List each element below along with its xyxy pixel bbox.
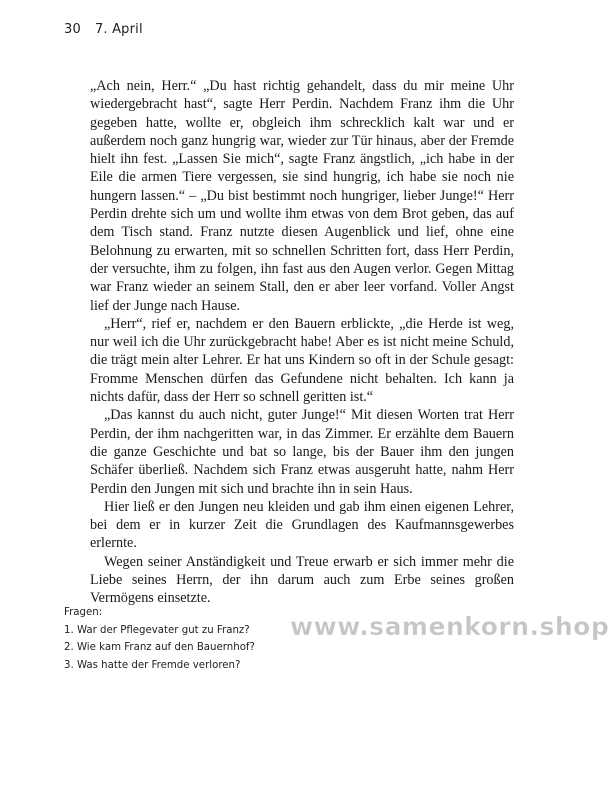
header-date: 7. April <box>94 22 143 37</box>
paragraph: „Herr“, rief er, nachdem er den Bauern erblickte, „die Herde ist weg, nur weil ich die Uhr zurückgebracht habe! Aber es ist nicht meine Schuld, die trägt mein alter Lehrer. Er hat uns Kindern so oft in der Schule gesagt: Fromme Menschen dürfen das Gefundene nicht behalten. Ich kann ja nichts dafür, dass der Herr so schnell geritten ist.“ <box>90 315 514 406</box>
paragraph: „Das kannst du auch nicht, guter Junge!“ Mit diesen Worten trat Herr Perdin, der ihm nachgeritten war, in das Zimmer. Er erzählte dem Bauern die ganze Geschichte und bat so lange, bis der Bauer ihm den jungen Schäfer überließ. Nachdem sich Franz etwas ausgeruht hatte, nahm Herr Perdin den Jungen mit sich und brachte ihn in sein Haus. <box>90 407 514 497</box>
paragraph: Hier ließ er den Jungen neu kleiden und gab ihm einen eigenen Lehrer, bei dem er in kurzer Zeit die Grundlagen des Kaufmannsgewerbes erlernte. <box>90 498 514 552</box>
story-text <box>90 77 514 608</box>
question-item: 3. Was hatte der Fremde verloren? <box>64 659 241 671</box>
paragraph: „Ach nein, Herr.“ „Du hast richtig gehandelt, dass du mir meine Uhr wiedergebracht hast“, sagte Herr Perdin. Nachdem Franz ihm die Uhr gegeben hatte, wollte er, obgleich ihm schrecklich kalt war und er außerdem noch ganz hungrig war, wieder zur Tür hinaus, aber der Fremde hielt ihn fest. „Lassen Sie mich“, sagte Franz ängstlich, „ich habe in der Eile die armen Tiere vergessen, sie sind hungrig, ich habe sie noch nie hungern lassen.“ – „Du bist bestimmt noch hungriger, lieber Junge!“ Herr Perdin drehte sich um und wollte ihm etwas von dem Brot geben, das auf dem Tisch stand. Franz nutzte diesen Augenblick und lief, ohne eine Belohnung zu erwarten, mit so schnellen Schritten fort, dass Herr Perdin, der versuchte, ihm zu folgen, ihn fast aus den Augen verlor. Gegen Mittag war Franz wieder an seinem Stall, den er aber leer vorfand. Voller Angst lief der Junge nach Hause. <box>90 78 514 314</box>
page-header <box>64 22 143 37</box>
page-number: 30 <box>64 22 81 37</box>
paragraph: Wegen seiner Anständigkeit und Treue erwarb er sich immer mehr die Liebe seines Herrn, der ihn darum auch zum Erbe seines großen Vermögens einsetzte. <box>90 553 514 607</box>
question-item: 2. Wie kam Franz auf den Bauernhof? <box>64 642 255 653</box>
question-item: 1. War der Pflegevater gut zu Franz? <box>64 624 250 636</box>
questions-heading: Fragen: <box>64 607 103 618</box>
watermark: www.samenkorn.shop <box>290 612 609 641</box>
